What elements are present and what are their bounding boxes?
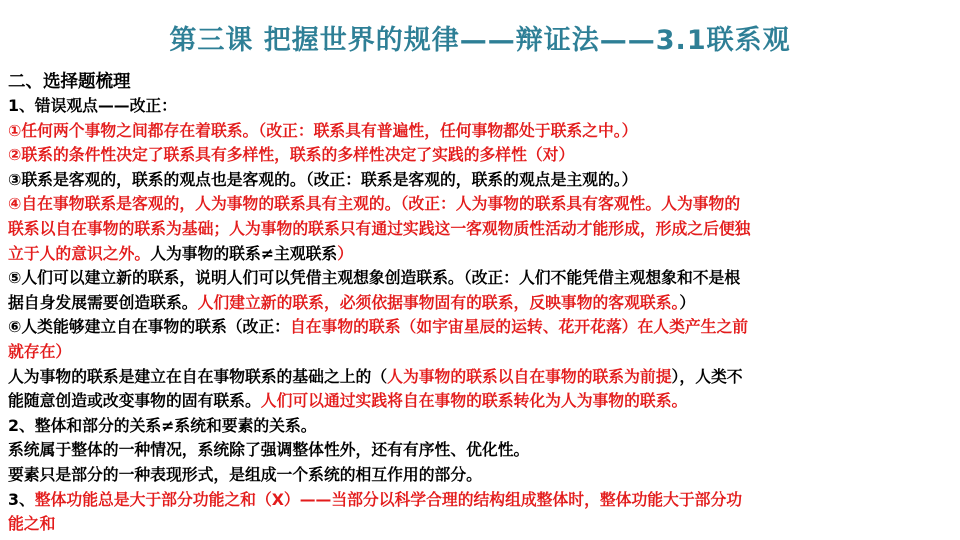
body-text: ⑤人们可以建立新的联系，说明人们可以凭借主观想象创造联系。（改正：人们不能凭借主观想象和不是根 xyxy=(8,268,741,288)
body-text: 要素只是部分的一种表现形式，是组成一个系统的相互作用的部分。 xyxy=(8,464,482,484)
text-line xyxy=(8,438,954,463)
body-text: 能随意创造或改变事物的固有联系。 xyxy=(8,391,261,411)
text-line xyxy=(8,365,954,390)
highlight-text: ④自在事物联系是客观的，人为事物的联系具有主观的。（改正：人为事物的联系具有客观性。人为事物的 xyxy=(8,194,741,214)
highlight-text: 立于人的意识之外。 xyxy=(8,243,151,263)
text-line xyxy=(8,340,954,365)
highlight-text: ） xyxy=(337,243,354,263)
body-text: 系统属于整体的一种情况，系统除了强调整体性外，还有有序性、优化性。 xyxy=(8,440,530,460)
text-line xyxy=(8,94,954,119)
content-body xyxy=(8,70,954,537)
highlight-text: 自在事物的联系（如宇宙星辰的运转、花开花落）在人类产生之前 xyxy=(289,317,749,337)
section-heading: 二、选择题梳理 xyxy=(8,72,131,92)
body-text: 3、 xyxy=(8,489,35,509)
text-line xyxy=(8,143,954,168)
text-line xyxy=(8,315,954,340)
text-line xyxy=(8,488,954,513)
body-text: 人为事物的联系是建立在自在事物联系的基础之上的（ xyxy=(8,366,388,386)
text-line xyxy=(8,242,954,267)
highlight-text: ②联系的条件性决定了联系具有多样性，联系的多样性决定了实践的多样性（对） xyxy=(8,145,575,165)
body-text: ） xyxy=(679,292,696,312)
text-line xyxy=(8,512,954,537)
highlight-text: 人们可以通过实践将自在事物的联系转化为人为事物的联系。 xyxy=(260,391,688,411)
text-line xyxy=(8,192,954,217)
body-text: 人为事物的联系≠主观联系 xyxy=(150,243,338,263)
text-line xyxy=(8,463,954,488)
slide-title: 第三课 把握世界的规律——辩证法——3.1联系观 xyxy=(169,25,791,56)
highlight-text: 整体功能总是大于部分功能之和（X）——当部分以科学合理的结构组成整体时，整体功能大于部分功 xyxy=(34,489,743,509)
body-text: ⑥人类能够建立自在事物的联系（改正： xyxy=(8,317,290,337)
text-line xyxy=(8,217,954,242)
text-line xyxy=(8,291,954,316)
text-line xyxy=(8,119,954,144)
highlight-text: ①任何两个事物之间都存在着联系。（改正：联系具有普遍性，任何事物都处于联系之中。） xyxy=(8,120,638,140)
highlight-text: 联系以自在事物的联系为基础；人为事物的联系只有通过实践这一客观物质性活动才能形成，形成之后便独 xyxy=(8,218,751,238)
highlight-text: 人们建立新的联系，必须依据事物固有的联系，反映事物的客观联系。 xyxy=(197,292,680,312)
body-text: ③联系是客观的，联系的观点也是客观的。（改正：联系是客观的，联系的观点是主观的。） xyxy=(8,169,638,189)
body-text: 1、错误观点——改正： xyxy=(8,96,177,115)
highlight-text: 人为事物的联系以自在事物的联系为前提 xyxy=(387,366,672,386)
body-text: 据自身发展需要创造联系。 xyxy=(8,292,198,312)
text-lines xyxy=(8,94,954,537)
text-line xyxy=(8,414,954,439)
body-text: ），人类不 xyxy=(671,366,743,386)
highlight-text: 就存在） xyxy=(8,341,72,361)
body-text: 2、整体和部分的关系≠系统和要素的关系。 xyxy=(8,415,317,435)
text-line xyxy=(8,168,954,193)
text-line xyxy=(8,389,954,414)
highlight-text: 能之和 xyxy=(8,514,56,534)
text-line xyxy=(8,266,954,291)
